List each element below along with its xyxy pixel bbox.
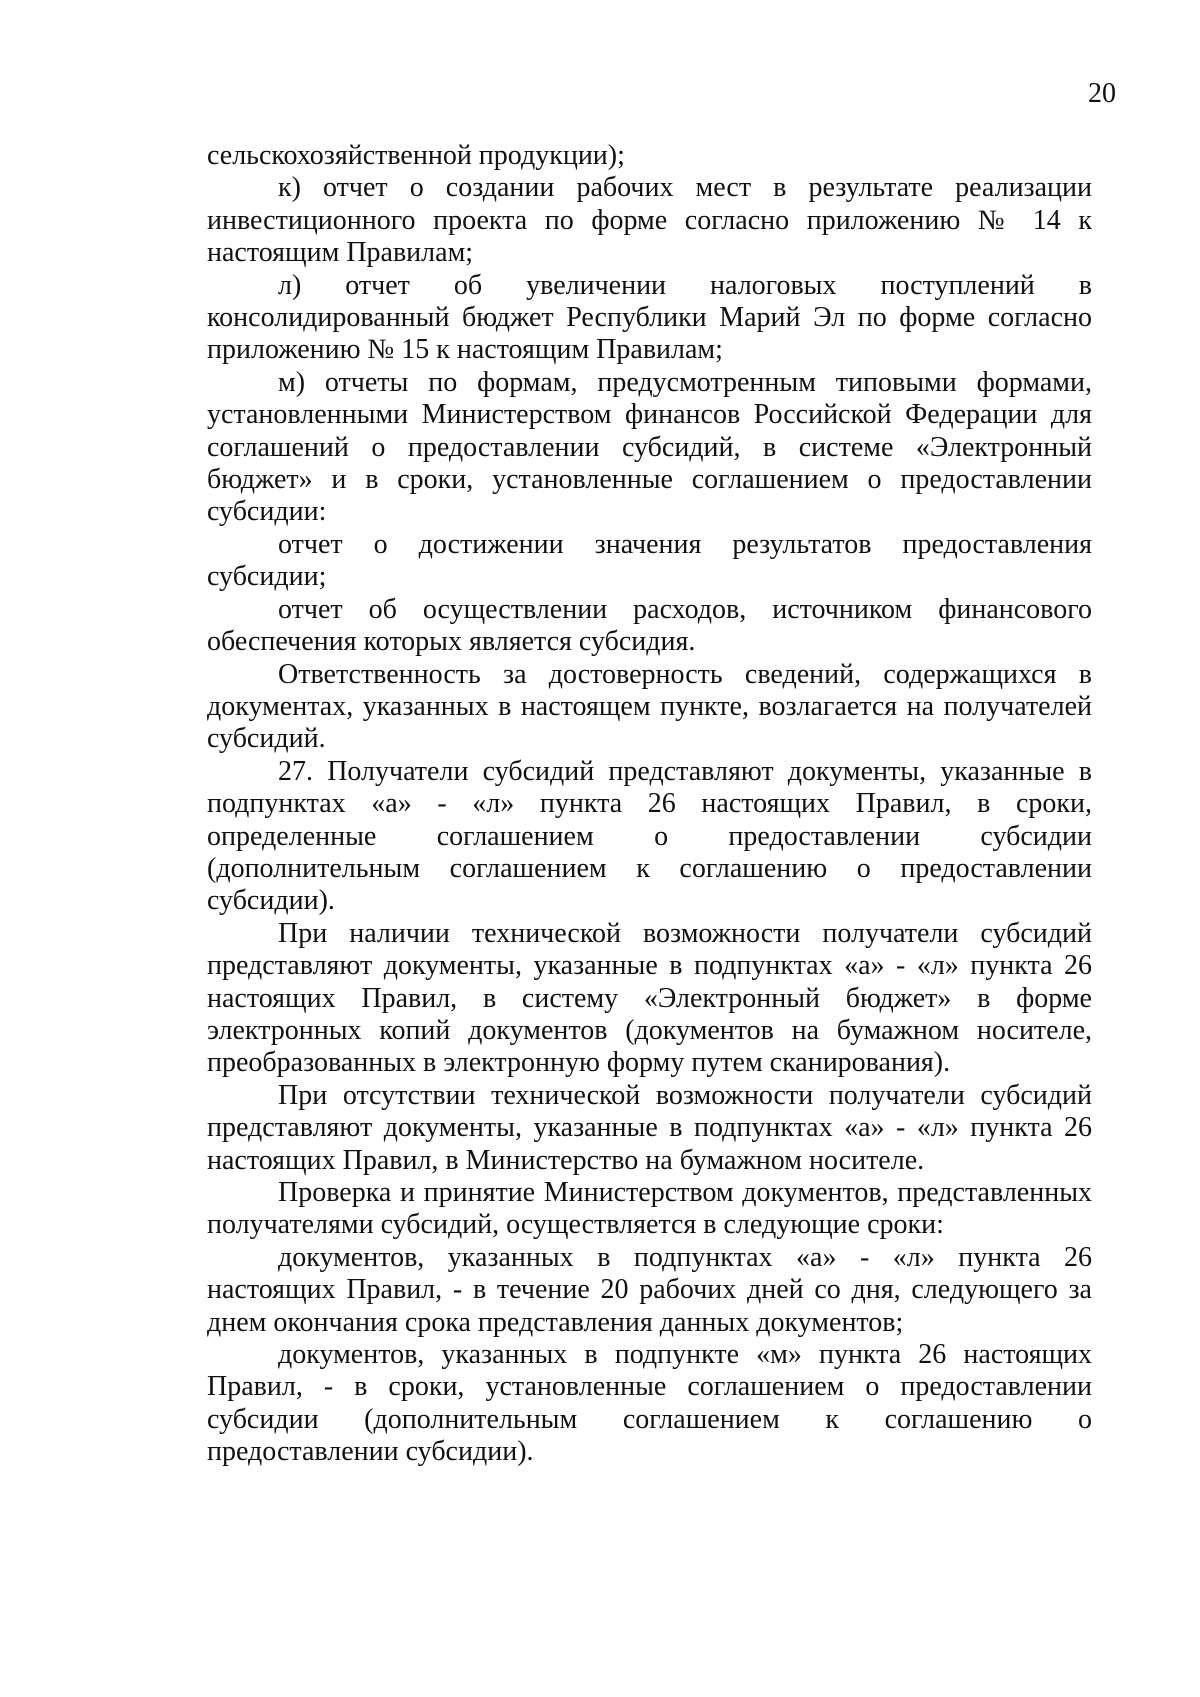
paragraph-deadline-m: документов, указанных в подпункте «м» пункта 26 настоящих Правил, - в сроки, установленные соглашением о предоставлении субсидии (дополнительным соглашением к соглашению о предоставлении субсидии). xyxy=(207,1339,1092,1468)
paragraph-verification: Проверка и принятие Министерством документов, представленных получателями субсидий, осуществляется в следующие сроки: xyxy=(207,1177,1092,1241)
paragraph-electronic-submission: При наличии технической возможности получатели субсидий представляют документы, указанные в подпунктах «а» - «л» пункта 26 настоящих Правил, в систему «Электронный бюджет» в форме электронных копий документов (документов на бумажном носителе, преобразованных в электронную форму путем сканирования). xyxy=(207,917,1092,1079)
paragraph-report-expenses: отчет об осуществлении расходов, источником финансового обеспечения которых является субсидия. xyxy=(207,593,1092,658)
paragraph-item-k: к) отчет о создании рабочих мест в результате реализации инвестиционного проекта по форме согласно приложению № 14 к настоящим Правилам; xyxy=(207,172,1092,269)
paragraph-responsibility: Ответственность за достоверность сведений, содержащихся в документах, указанных в настоящем пункте, возлагается на получателей субсидий. xyxy=(207,658,1092,755)
paragraph-continuation: сельскохозяйственной продукции); xyxy=(207,140,625,171)
paragraph-deadline-a-l: документов, указанных в подпунктах «а» - «л» пункта 26 настоящих Правил, - в течение 20 рабочих дней со дня, следующего за днем окончания срока представления данных документов; xyxy=(207,1241,1092,1338)
paragraph-clause-27: 27. Получатели субсидий представляют документы, указанные в подпунктах «а» - «л» пункта 26 настоящих Правил, в сроки, определенные соглашением о предоставлении субсидии (дополнительным соглашением к соглашению о предоставлении субсидии). xyxy=(207,755,1092,917)
paragraph-item-m: м) отчеты по формам, предусмотренным типовыми формами, установленными Министерством финансов Российской Федерации для соглашений о предоставлении субсидий, в системе «Электронный бюджет» и в сроки, установленные соглашением о предоставлении субсидии: xyxy=(207,366,1092,528)
document-body xyxy=(207,140,1092,1469)
page-number: 20 xyxy=(1088,78,1116,109)
paragraph-report-results: отчет о достижении значения результатов предоставления субсидии; xyxy=(207,528,1092,593)
paragraph-item-l: л) отчет об увеличении налоговых поступлений в консолидированный бюджет Республики Марий Эл по форме согласно приложению № 15 к настоящим Правилам; xyxy=(207,269,1092,366)
paragraph-paper-submission: При отсутствии технической возможности получатели субсидий представляют документы, указанные в подпунктах «а» - «л» пункта 26 настоящих Правил, в Министерство на бумажном носителе. xyxy=(207,1079,1092,1176)
